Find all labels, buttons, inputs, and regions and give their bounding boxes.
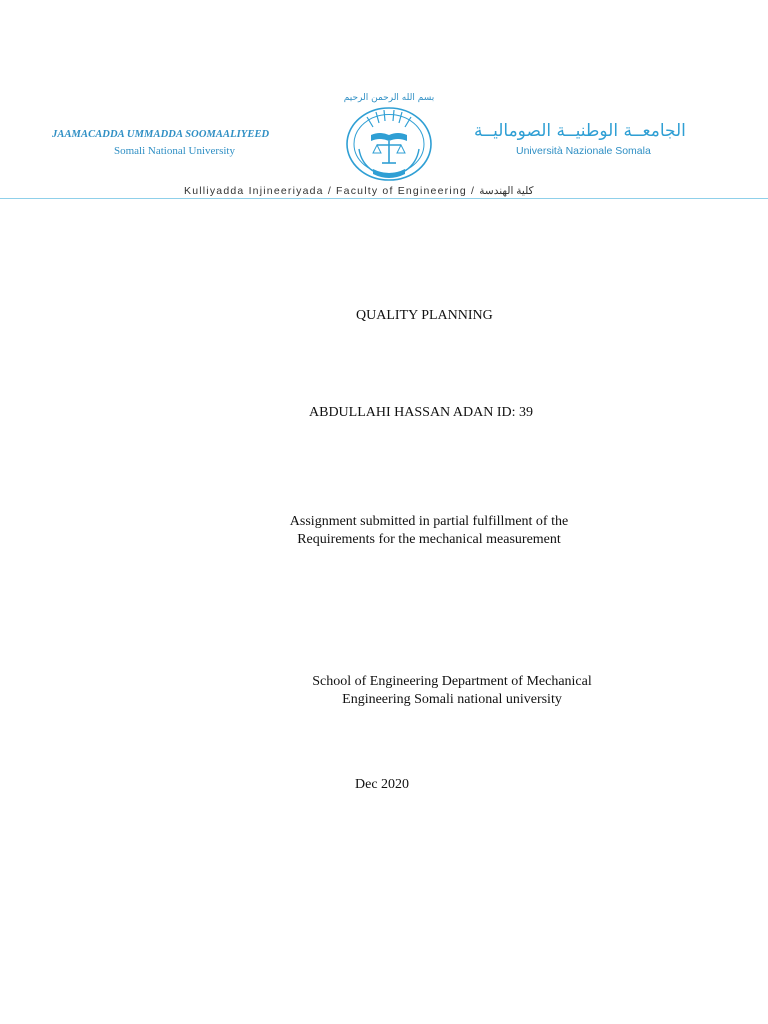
submission-line-1: Assignment submitted in partial fulfillment of the	[289, 514, 569, 529]
university-name-english: Somali National University	[114, 145, 235, 157]
basmala-text: بسم الله الرحمن الرحيم	[343, 93, 435, 103]
document-title: QUALITY PLANNING	[356, 308, 493, 323]
school-line-2: Engineering Somali national university	[342, 692, 562, 707]
document-date: Dec 2020	[355, 777, 410, 792]
school-line-1: School of Engineering Department of Mechanical	[312, 674, 592, 689]
faculty-line: Kulliyadda Injineeriyada / Faculty of Engineering / كلية الهندسة	[184, 185, 534, 197]
author-line: ABDULLAHI HASSAN ADAN ID: 39	[309, 405, 533, 420]
submission-line-2: Requirements for the mechanical measurement	[297, 532, 561, 547]
university-name-italian: Università Nazionale Somala	[516, 145, 651, 157]
university-name-arabic: الجامعــة الوطنيــة الصوماليــة	[474, 121, 686, 141]
university-name-somali: JAAMACADDA UMMADDA SOOMAALIYEED	[52, 129, 270, 140]
letterhead-divider	[0, 198, 768, 199]
letterhead	[0, 0, 768, 210]
university-crest-scales-icon	[343, 105, 435, 183]
